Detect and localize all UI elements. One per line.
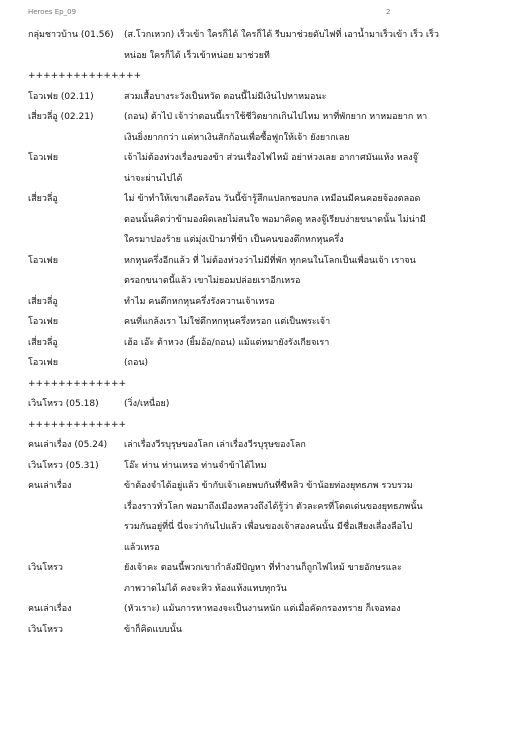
speaker-name: เสี่ยวลี่อู: [28, 337, 58, 348]
dialog-line: แล้วเหรอ: [124, 542, 160, 553]
dialog-row: [28, 251, 502, 292]
dialog-line: (หัวเราะ) แม้นการหาทองจะเป็นงานหนัก แต่เมื่อคัดกรองทราย ก็เจอทอง: [124, 604, 401, 614]
dialog-line: (วิ่ง/เหนื่อย): [124, 399, 170, 409]
dialog-line: ยังเจ้าคะ ตอนนี้พวกเขากำลังมีปัญหา ที่ทำงานก็ถูกไฟไหม้ ขายอักษรและ: [124, 563, 402, 573]
dialog-line: สวมเสื้อบางระวังเป็นหวัด ตอนนี้ไม่มีเงินไปหาหมอนะ: [124, 91, 327, 102]
dialog-line: ข้าต้องจำได้อยู่แล้ว ข้ากับเจ้าเคยพบกันที่ซีหลิว ข้าน้อยท่องยุทธภพ รวบรวม: [124, 481, 413, 491]
dialog-line: เฮ้อ เอ๊ะ ต้าหวง (ยิ้มอ้อ/ถอน) แม้แต่หมายังรังเกียจเรา: [124, 337, 330, 348]
speaker-name: เวินโหรว (05.18): [28, 399, 99, 409]
dialog-text: [124, 456, 502, 477]
speaker-name: คนเล่าเรื่อง (05.24): [28, 440, 108, 450]
dialog-line: รวมกันอยู่ที่นี่ นี่จะว่ากันไปแล้ว เพื่อนของเจ้าสองคนนั้น มีชื่อเสียงเลื่องลือไป: [124, 522, 413, 532]
dialog-text: [124, 107, 502, 148]
scene-separator: +++++++++++++++: [28, 71, 142, 81]
dialog-text: [124, 558, 502, 599]
dialog-text: [124, 435, 502, 456]
dialog-line: (ถอน) ต้าไป่ เจ้าว่าตอนนี้เราใช้ชีวิตยากเกินไปไหม หาที่พักยาก หาหมอยาก หา: [124, 112, 428, 122]
dialog-row: [28, 456, 502, 477]
dialog-row: [28, 353, 502, 374]
speaker-name: คนเล่าเรื่อง: [28, 481, 72, 491]
dialog-text: [124, 251, 502, 292]
dialog-line: เล่าเรื่องวีรบุรุษของโลก เล่าเรื่องวีรบุรุษของโลก: [124, 440, 306, 450]
scene-separator: +++++++++++++: [28, 378, 127, 389]
dialog-line: หกหุนครึ่งอีกแล้ว ที่ ไม่ต้องห่วงว่าไม่มีที่พัก ทุกคนในโลกเป็นเพื่อนเจ้า เราจน: [124, 255, 416, 266]
dialog-line: หน่อย ใครก็ได้ เร็วเข้าหน่อย มาช่วยที: [124, 50, 270, 61]
speaker-name: โอวเฟย: [28, 255, 59, 266]
scene-separator: +++++++++++++: [28, 419, 127, 430]
dialog-row: [28, 312, 502, 333]
speaker-name: เสี่ยวลี่อู: [28, 194, 58, 204]
dialog-line: เจ้าไม่ต้องห่วงเรื่องของข้า ส่วนเรื่องไฟไหม้ อย่าห่วงเลย อากาศมันแห้ง หลงจู๊: [124, 153, 418, 163]
dialog-text: [124, 87, 502, 108]
dialog-line: เรื่องราวทั่วโลก พอมาถึงเมืองหลวงถึงได้รู้ว่า ตัวละครที่โดดเด่นของยุทธภพนั้น: [124, 501, 423, 512]
dialog-line: ทำไม คนตึกหกหุนครึ่งรังควานเจ้าเหรอ: [124, 296, 275, 307]
dialog-row: [28, 148, 502, 189]
speaker-name: เวินโหรว (05.31): [28, 460, 99, 471]
script-body: [28, 25, 502, 640]
speaker-name: โอวเฟย: [28, 358, 59, 368]
speaker-name: เวินโหรว: [28, 624, 63, 635]
dialog-line: (ถอน): [124, 358, 149, 368]
dialog-row: [28, 25, 502, 66]
dialog-line: ใครมาปองร้าย แต่มุ่งเป้ามาที่ข้า เป็นคนของตึกหกหุนครึ่ง: [124, 235, 344, 245]
speaker-name: โอวเฟย (02.11): [28, 91, 94, 102]
speaker-name: โอวเฟย: [28, 317, 59, 327]
speaker-name: เวินโหรว: [28, 563, 63, 573]
speaker-name: คนเล่าเรื่อง: [28, 604, 72, 614]
dialog-line: ไม่ ข้าทำให้เขาเดือดร้อน วันนี้ข้ารู้สึกแปลกชอบกล เหมือนมีคนคอยจ้องตลอด: [124, 194, 421, 204]
dialog-line: น่าจะผ่านไปได้: [124, 173, 183, 184]
dialog-text: [124, 25, 502, 66]
dialog-line: (ส.โวกเหวก) เร็วเข้า ใครก็ได้ ใครก็ได้ รีบมาช่วยดับไฟที่ เอาน้ำมาเร็วเข้า เร็ว เร็ว: [124, 30, 439, 40]
page-number: 2: [386, 8, 391, 16]
dialog-line: ตรอกขนาดนี้แล้ว เขาไม่ยอมปล่อยเราอีกเหรอ: [124, 276, 301, 286]
dialog-line: โอ๊ะ ท่าน ท่านเหรอ ท่านจำข้าได้ไหม: [124, 460, 267, 471]
dialog-text: [124, 476, 502, 558]
dialog-text: [124, 333, 502, 354]
dialog-line: ข้าก็คิดแบบนั้น: [124, 624, 183, 635]
dialog-text: [124, 394, 502, 415]
dialog-line: คนที่แกล้งเรา ไม่ใช่ตึกหกหุนครึ่งหรอก แต่เป็นพระเจ้า: [124, 317, 331, 327]
dialog-text: [124, 312, 502, 333]
dialog-row: [28, 189, 502, 251]
dialog-text: [124, 620, 502, 641]
dialog-line: ตอนนั้นคิดว่าข้ามองผิดเลยไม่สนใจ พอมาคิดดู หลงจู๊เรียบง่ายขนาดนั้น ไม่น่ามี: [124, 214, 426, 225]
dialog-row: [28, 435, 502, 456]
dialog-row: [28, 292, 502, 313]
dialog-row: [28, 87, 502, 108]
document-header-title: Heroes Ep_09: [28, 8, 77, 16]
dialog-row: [28, 620, 502, 641]
dialog-text: [124, 189, 502, 251]
dialog-row: [28, 107, 502, 148]
dialog-row: [28, 599, 502, 620]
dialog-row: [28, 394, 502, 415]
dialog-text: [124, 292, 502, 313]
dialog-line: เงินยิ่งยากกว่า แค่หาเงินสักก้อนเพื่อซื้อฟูกให้เจ้า ยังยากเลย: [124, 132, 350, 143]
speaker-name: เสี่ยวลี่อู: [28, 296, 58, 307]
dialog-row: [28, 558, 502, 599]
speaker-name: โอวเฟย: [28, 153, 59, 163]
dialog-text: [124, 599, 502, 620]
dialog-row: [28, 476, 502, 558]
speaker-name: เสี่ยวลี่อู (02.21): [28, 112, 94, 122]
dialog-row: [28, 333, 502, 354]
speaker-name: กลุ่มชาวบ้าน (01.56): [28, 30, 114, 40]
dialog-text: [124, 353, 502, 374]
dialog-line: ภาพวาดไม่ได้ คงจะหิว ท้องแห้งแทบทุกวัน: [124, 583, 287, 594]
dialog-text: [124, 148, 502, 189]
